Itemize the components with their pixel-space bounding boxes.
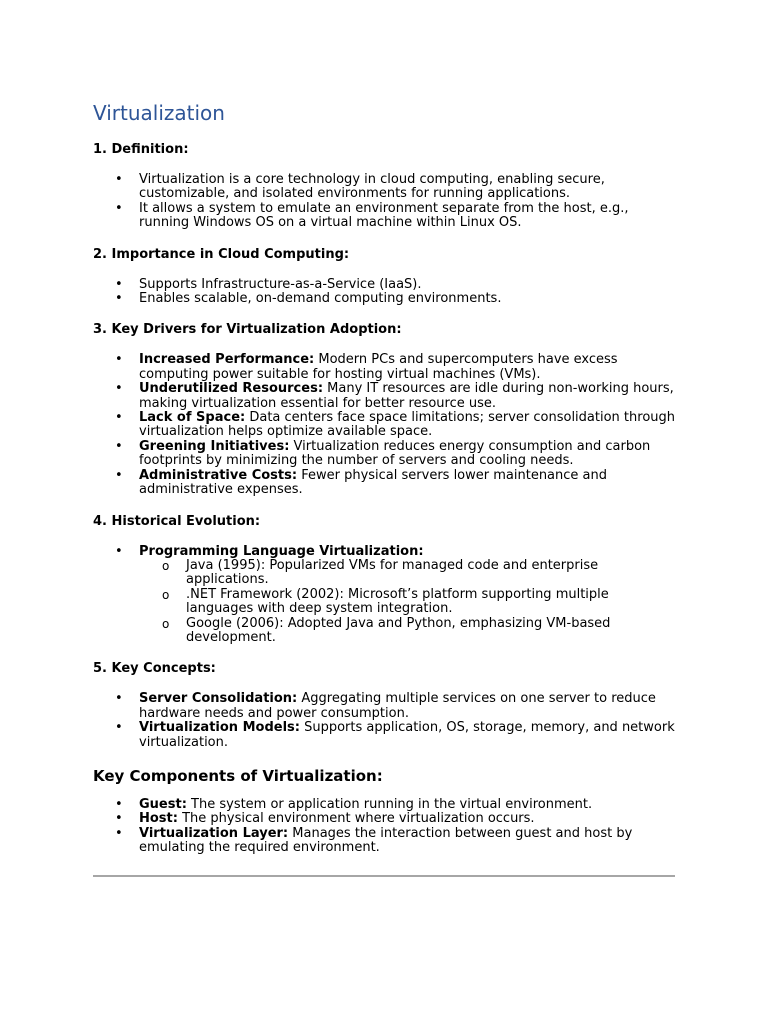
section-heading-importance: 2. Importance in Cloud Computing:	[93, 246, 350, 262]
item-term: Programming Language Virtualization:	[139, 543, 424, 559]
section-heading-definition: 1. Definition:	[93, 142, 189, 157]
list-item	[139, 545, 675, 646]
importance-list	[93, 278, 675, 307]
list-item: • Increased Performance: Modern PCs and supercomputers have excess computing power suitable for hosting virtual machines (VMs).	[139, 353, 675, 382]
list-item: • Underutilized Resources: Many IT resources are idle during non-working hours, making virtualization essential for better resource use.	[139, 382, 675, 411]
item-term: Administrative Costs:	[139, 467, 298, 483]
list-item: • It allows a system to emulate an environment separate from the host, e.g., running Windows OS on a virtual machine within Linux OS.	[139, 202, 675, 231]
sub-list-item: o Java (1995): Popularized VMs for managed code and enterprise applications.	[186, 559, 675, 588]
key-components-list	[93, 798, 675, 856]
section-heading-key-drivers: 3. Key Drivers for Virtualization Adoption:	[93, 322, 402, 338]
list-item: • Server Consolidation: Aggregating multiple services on one server to reduce hardware needs and power consumption.	[139, 692, 675, 721]
item-term: Lack of Space:	[139, 410, 246, 426]
page-title: Virtualization	[93, 101, 225, 125]
definition-list	[93, 173, 675, 231]
sub-list-item: o .NET Framework (2002): Microsoft’s platform supporting multiple languages with deep system integration.	[186, 588, 675, 617]
list-item: • Guest: The system or application running in the virtual environment.	[139, 798, 675, 812]
list-item: • Greening Initiatives: Virtualization reduces energy consumption and carbon footprints by minimizing the number of servers and cooling needs.	[139, 440, 675, 469]
list-item: • Lack of Space: Data centers face space limitations; server consolidation through virtualization helps optimize available space.	[139, 411, 675, 440]
horizontal-divider	[93, 875, 675, 877]
list-item: • Supports Infrastructure-as-a-Service (IaaS).	[139, 278, 675, 292]
list-item: • Host: The physical environment where virtualization occurs.	[139, 812, 675, 826]
item-term: Guest:	[139, 796, 187, 812]
list-item: • Enables scalable, on-demand computing environments.	[139, 292, 675, 306]
list-item: • Virtualization Models: Supports application, OS, storage, memory, and network virtualization.	[139, 721, 675, 750]
key-concepts-list	[93, 692, 675, 750]
section-heading-key-concepts: 5. Key Concepts:	[93, 661, 216, 677]
historical-evolution-list	[93, 545, 675, 646]
sub-list-item: o Google (2006): Adopted Java and Python, emphasizing VM-based development.	[186, 617, 675, 646]
item-term: Underutilized Resources:	[139, 381, 324, 397]
item-term: Virtualization Layer:	[139, 825, 289, 841]
list-item: • Virtualization is a core technology in cloud computing, enabling secure, customizable, and isolated environments for running applications.	[139, 173, 675, 202]
item-term: Greening Initiatives:	[139, 438, 290, 454]
section-heading-historical-evolution: 4. Historical Evolution:	[93, 513, 261, 529]
list-item: • Administrative Costs: Fewer physical servers lower maintenance and administrative expenses.	[139, 469, 675, 498]
item-term: Host:	[139, 811, 178, 827]
list-item: • Virtualization Layer: Manages the interaction between guest and host by emulating the required environment.	[139, 827, 675, 856]
sub-list	[139, 559, 675, 645]
item-term: Increased Performance:	[139, 352, 315, 368]
item-term: Server Consolidation:	[139, 691, 298, 707]
section-heading-key-components: Key Components of Virtualization:	[93, 766, 383, 785]
key-drivers-list	[93, 353, 675, 497]
item-term: Virtualization Models:	[139, 720, 300, 736]
document-page	[93, 100, 675, 856]
